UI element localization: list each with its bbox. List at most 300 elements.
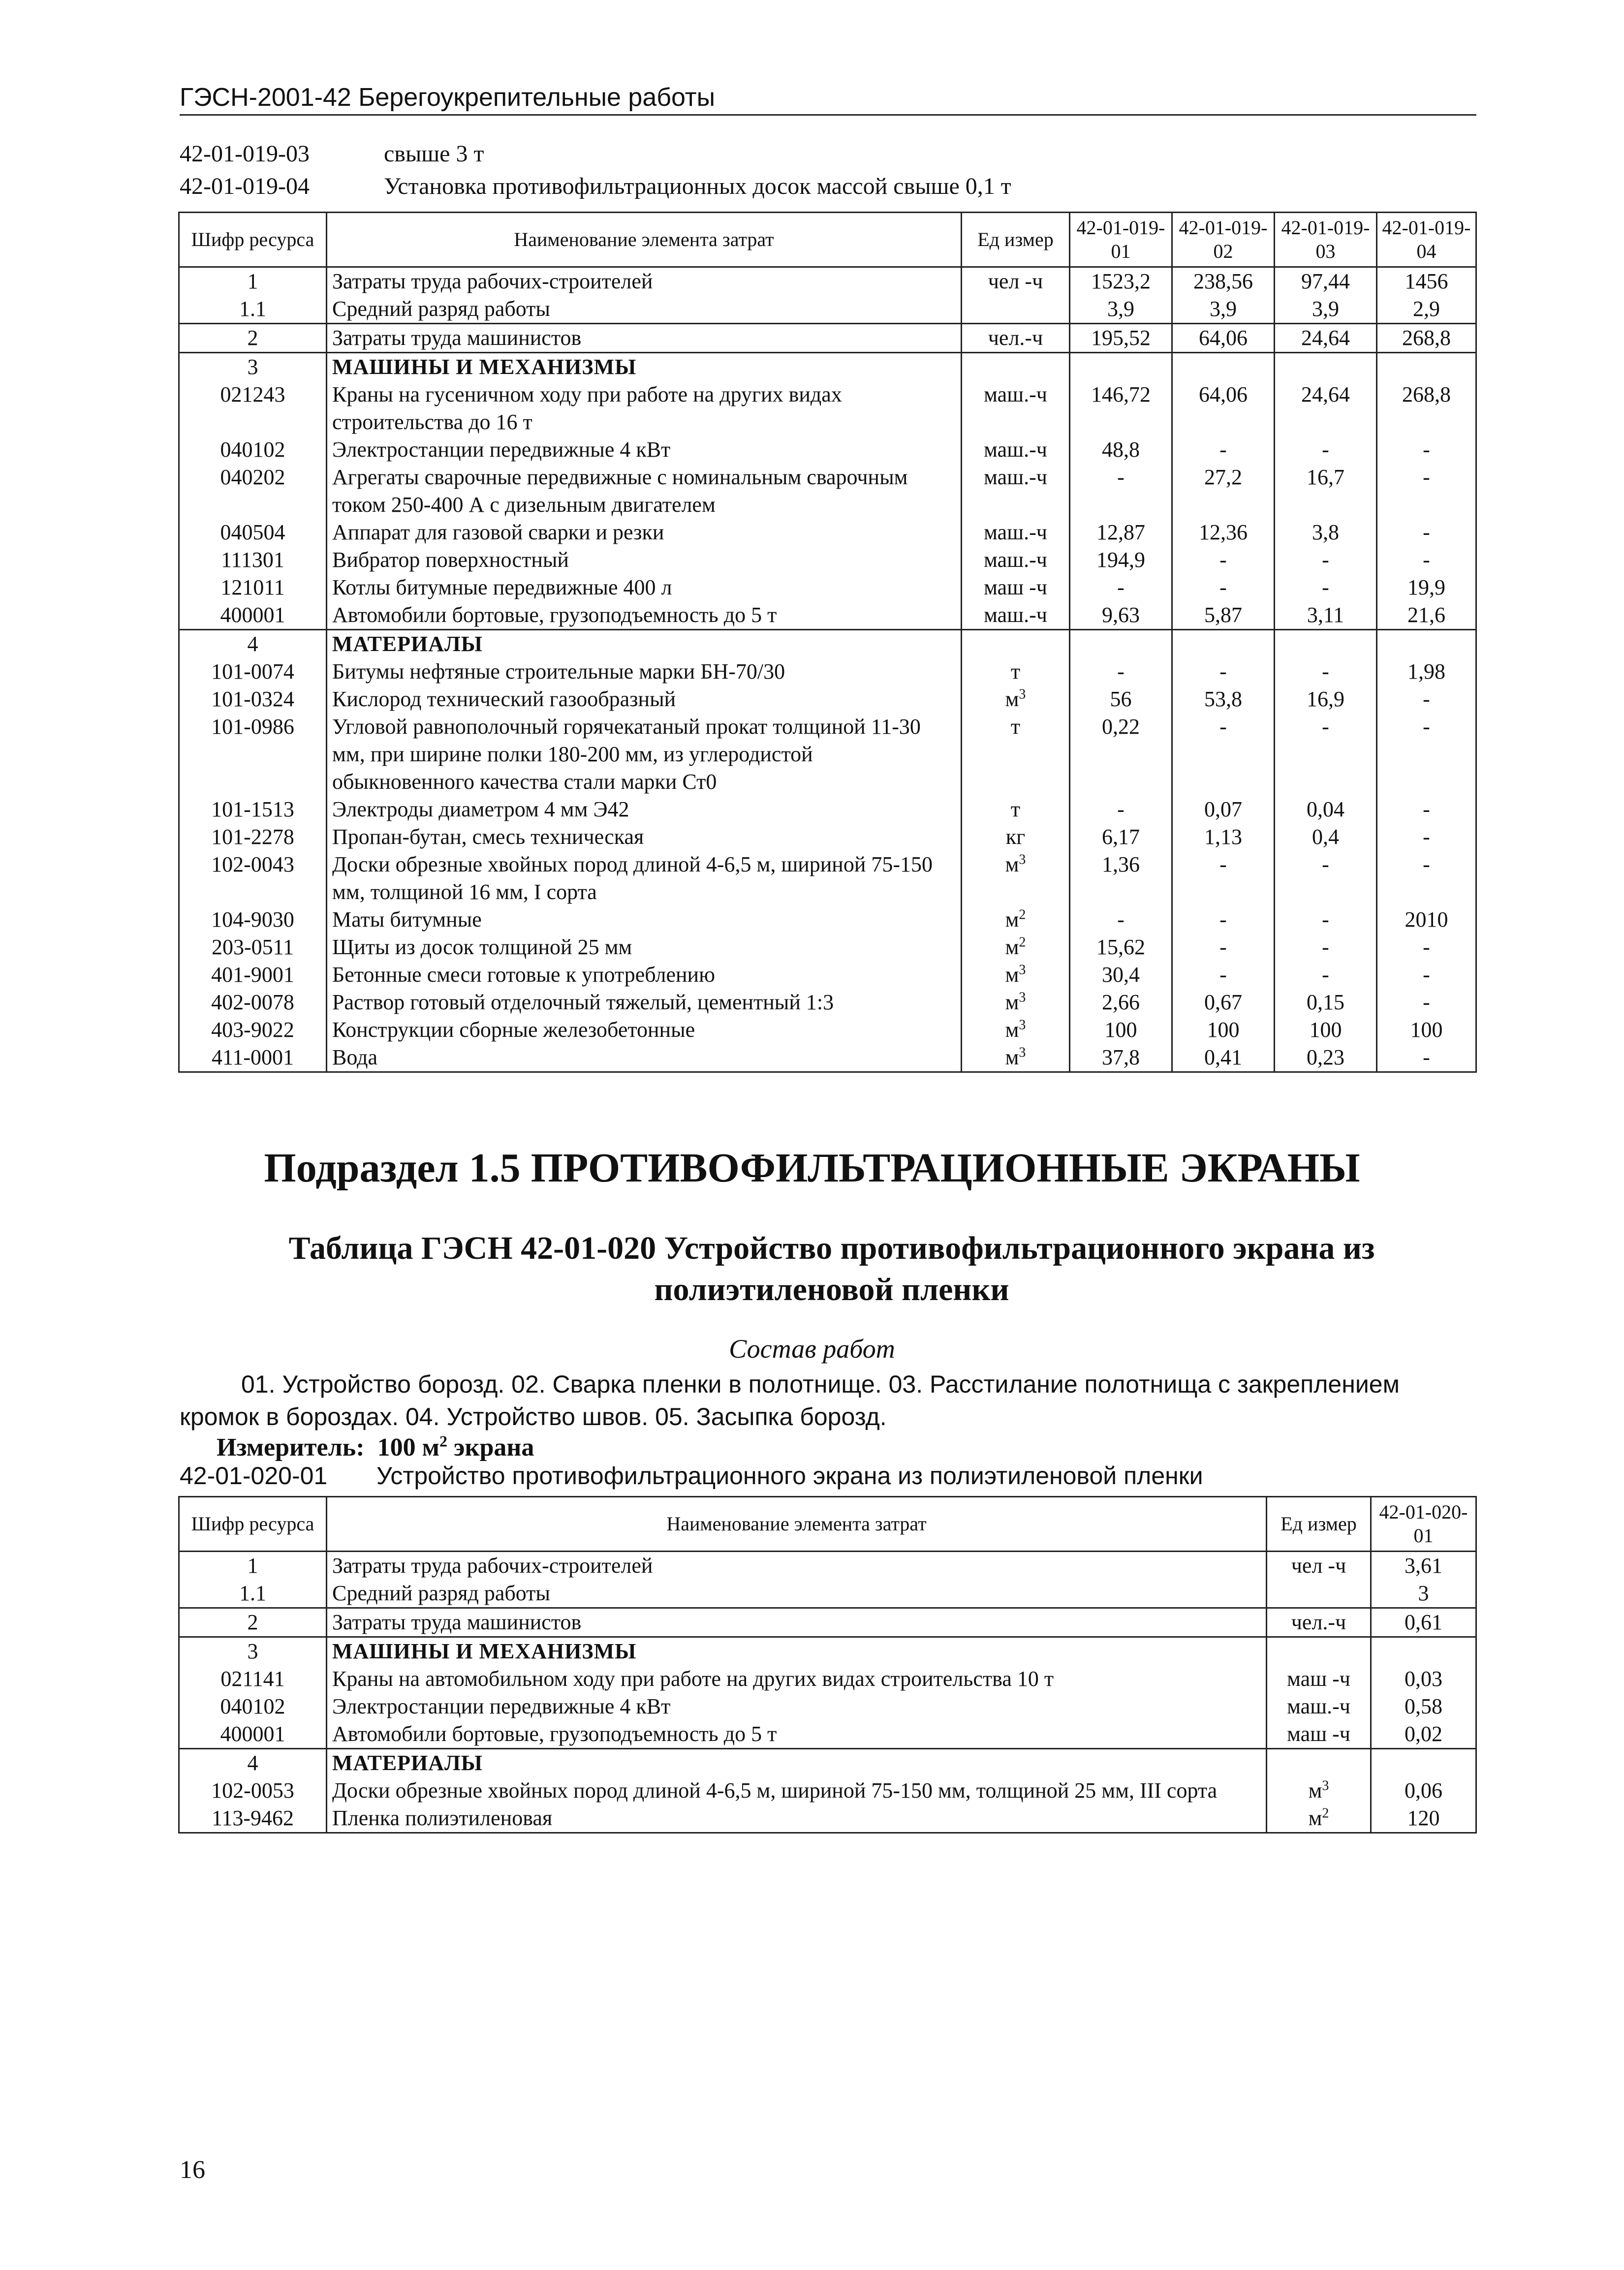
resource-value: 0,04 xyxy=(1275,796,1377,823)
resource-name: Затраты труда машинистов xyxy=(327,324,962,353)
resource-unit xyxy=(962,989,1070,1016)
resource-name: Угловой равнополочный горячекатаный прокат толщиной 11-30 мм, при ширине полки 180-200 мм, из углеродистой обыкновенного качества стали марки Ст0 xyxy=(327,713,962,796)
resource-value: - xyxy=(1275,546,1377,574)
resource-code: 104-9030 xyxy=(179,906,327,933)
resource-value: - xyxy=(1070,658,1172,685)
resource-code: 2 xyxy=(179,1608,327,1637)
table-row xyxy=(179,1580,1476,1608)
resource-unit xyxy=(962,353,1070,381)
resource-value: 3 xyxy=(1371,1580,1476,1608)
resource-name: Электростанции передвижные 4 кВт xyxy=(327,1693,1267,1720)
resource-code: 1.1 xyxy=(179,1580,327,1608)
unit-exponent: 2 xyxy=(1019,907,1026,923)
table-row xyxy=(179,630,1476,658)
resource-value: - xyxy=(1172,713,1275,796)
table-row xyxy=(179,267,1476,296)
resource-unit xyxy=(962,381,1070,436)
unit-text: м xyxy=(1308,1778,1322,1803)
unit-text: маш -ч xyxy=(984,575,1047,599)
header-col: 42-01-020-01 xyxy=(1371,1497,1476,1552)
resource-value: - xyxy=(1377,546,1476,574)
table-title: Таблица ГЭСН 42-01-020 Устройство противофильтрационного экрана из полиэтиленовой пленки xyxy=(288,1230,1375,1307)
resource-code: 040102 xyxy=(179,1693,327,1720)
resource-value: 194,9 xyxy=(1070,546,1172,574)
resource-value xyxy=(1070,630,1172,658)
resource-value: - xyxy=(1275,713,1377,796)
table-row xyxy=(179,295,1476,324)
header-col: 42-01-019-02 xyxy=(1172,213,1275,267)
work-text: Устройство противофильтрационного экрана из полиэтиленовой пленки xyxy=(376,1462,1203,1490)
table-row xyxy=(179,989,1476,1016)
resource-code: 101-0986 xyxy=(179,713,327,796)
header-name: Наименование элемента затрат xyxy=(327,213,962,267)
resource-name: Раствор готовый отделочный тяжелый, цементный 1:3 xyxy=(327,989,962,1016)
unit-exponent: 3 xyxy=(1019,990,1026,1005)
resource-unit xyxy=(962,851,1070,906)
resource-value: 37,8 xyxy=(1070,1044,1172,1072)
unit-exponent: 3 xyxy=(1019,962,1026,978)
resource-value: - xyxy=(1275,851,1377,906)
table-row xyxy=(179,1720,1476,1749)
resource-code: 1.1 xyxy=(179,295,327,324)
resource-value: - xyxy=(1172,574,1275,601)
resource-value: - xyxy=(1275,906,1377,933)
resource-value: 268,8 xyxy=(1377,381,1476,436)
resource-value: - xyxy=(1172,851,1275,906)
table-row xyxy=(179,519,1476,546)
table-row xyxy=(179,933,1476,961)
resource-unit xyxy=(962,464,1070,519)
unit-text: т xyxy=(1010,715,1021,739)
resource-value: - xyxy=(1275,658,1377,685)
resource-name: Пропан-бутан, смесь техническая xyxy=(327,823,962,851)
resource-value: 97,44 xyxy=(1275,267,1377,296)
resource-code: 2 xyxy=(179,324,327,353)
resource-name: Конструкции сборные железобетонные xyxy=(327,1016,962,1044)
resource-value: 53,8 xyxy=(1172,685,1275,713)
resource-value: - xyxy=(1377,519,1476,546)
table-row xyxy=(179,601,1476,630)
unit-exponent: 3 xyxy=(1019,1017,1026,1033)
resource-value xyxy=(1377,353,1476,381)
resource-value: - xyxy=(1172,436,1275,464)
resource-value: - xyxy=(1172,546,1275,574)
resource-value: 268,8 xyxy=(1377,324,1476,353)
resource-unit xyxy=(962,601,1070,630)
resource-code: 101-1513 xyxy=(179,796,327,823)
header-unit: Ед измер xyxy=(962,213,1070,267)
resource-unit xyxy=(1267,1693,1371,1720)
resource-code: 113-9462 xyxy=(179,1804,327,1833)
unit-text: м xyxy=(1308,1806,1322,1830)
resource-value: 24,64 xyxy=(1275,324,1377,353)
resource-value: 24,64 xyxy=(1275,381,1377,436)
unit-text: м xyxy=(1005,935,1019,959)
resource-code: 101-2278 xyxy=(179,823,327,851)
table-row xyxy=(179,1665,1476,1693)
resource-value: - xyxy=(1377,796,1476,823)
resource-name: Затраты труда рабочих-строителей xyxy=(327,1552,1267,1580)
resource-value: - xyxy=(1377,713,1476,796)
resource-name: МАТЕРИАЛЫ xyxy=(327,1749,1267,1777)
resource-value xyxy=(1172,630,1275,658)
resource-value: - xyxy=(1070,464,1172,519)
unit-exponent: 3 xyxy=(1322,1778,1329,1794)
resource-value: 2010 xyxy=(1377,906,1476,933)
resource-code: 3 xyxy=(179,353,327,381)
table-row xyxy=(179,1637,1476,1666)
resource-value: 100 xyxy=(1377,1016,1476,1044)
page-number: 16 xyxy=(180,2156,205,2184)
resource-unit xyxy=(962,546,1070,574)
table-row xyxy=(179,823,1476,851)
resource-name: МАТЕРИАЛЫ xyxy=(327,630,962,658)
resource-value: - xyxy=(1377,961,1476,989)
table-row xyxy=(179,1749,1476,1777)
resource-value: 12,36 xyxy=(1172,519,1275,546)
resource-unit xyxy=(1267,1608,1371,1637)
resource-code: 403-9022 xyxy=(179,1016,327,1044)
resource-value xyxy=(1172,353,1275,381)
table-body xyxy=(179,1552,1476,1833)
table-body xyxy=(179,267,1476,1072)
resource-code: 101-0324 xyxy=(179,685,327,713)
table-row xyxy=(179,796,1476,823)
resource-code: 3 xyxy=(179,1637,327,1666)
table-row xyxy=(179,1044,1476,1072)
resource-name: Доски обрезные хвойных пород длиной 4-6,5 м, шириной 75-150 мм, толщиной 25 мм, III сорта xyxy=(327,1777,1267,1804)
header-col: 42-01-019-04 xyxy=(1377,213,1476,267)
unit-text: т xyxy=(1010,659,1021,684)
resource-value: 30,4 xyxy=(1070,961,1172,989)
resource-table-019 xyxy=(178,212,1477,1073)
unit-text: м xyxy=(1005,990,1019,1014)
resource-name: Аппарат для газовой сварки и резки xyxy=(327,519,962,546)
resource-unit xyxy=(962,574,1070,601)
resource-value: 2,66 xyxy=(1070,989,1172,1016)
unit-text: маш.-ч xyxy=(984,382,1047,406)
resource-name: МАШИНЫ И МЕХАНИЗМЫ xyxy=(327,353,962,381)
unit-text: маш.-ч xyxy=(984,603,1047,627)
resource-unit xyxy=(962,685,1070,713)
resource-value: 0,22 xyxy=(1070,713,1172,796)
resource-name: Доски обрезные хвойных пород длиной 4-6,5 м, шириной 75-150 мм, толщиной 16 мм, I сорта xyxy=(327,851,962,906)
table-row xyxy=(179,658,1476,685)
resource-value: - xyxy=(1377,989,1476,1016)
resource-value: - xyxy=(1070,796,1172,823)
work-code: 42-01-020-01 xyxy=(180,1462,328,1490)
resource-unit xyxy=(962,796,1070,823)
resource-unit xyxy=(962,267,1070,296)
resource-code: 400001 xyxy=(179,1720,327,1749)
header-code: Шифр ресурса xyxy=(179,213,327,267)
header-code: Шифр ресурса xyxy=(179,1497,327,1552)
resource-value: 15,62 xyxy=(1070,933,1172,961)
resource-value: - xyxy=(1377,1044,1476,1072)
resource-value xyxy=(1371,1749,1476,1777)
resource-value: 1,13 xyxy=(1172,823,1275,851)
resource-value: 1,36 xyxy=(1070,851,1172,906)
resource-unit xyxy=(962,630,1070,658)
resource-name: Бетонные смеси готовые к употреблению xyxy=(327,961,962,989)
resource-name: Затраты труда рабочих-строителей xyxy=(327,267,962,296)
resource-value: 3,9 xyxy=(1070,295,1172,324)
resource-value xyxy=(1275,630,1377,658)
resource-unit xyxy=(1267,1777,1371,1804)
resource-name: Котлы битумные передвижные 400 л xyxy=(327,574,962,601)
resource-code: 1 xyxy=(179,1552,327,1580)
table-row xyxy=(179,1804,1476,1833)
resource-table-020 xyxy=(178,1496,1477,1834)
resource-name: Битумы нефтяные строительные марки БН-70/30 xyxy=(327,658,962,685)
table-row xyxy=(179,685,1476,713)
resource-name: Вода xyxy=(327,1044,962,1072)
resource-unit xyxy=(962,519,1070,546)
resource-code: 400001 xyxy=(179,601,327,630)
meter-sup: 2 xyxy=(439,1432,448,1450)
resource-code: 111301 xyxy=(179,546,327,574)
resource-value: 3,61 xyxy=(1371,1552,1476,1580)
resource-value: 3,9 xyxy=(1275,295,1377,324)
resource-code: 402-0078 xyxy=(179,989,327,1016)
resource-value: 0,4 xyxy=(1275,823,1377,851)
table-row xyxy=(179,906,1476,933)
header-col: 42-01-019-01 xyxy=(1070,213,1172,267)
resource-value: - xyxy=(1172,933,1275,961)
unit-exponent: 3 xyxy=(1019,1045,1026,1060)
resource-name: Щиты из досок толщиной 25 мм xyxy=(327,933,962,961)
resource-value: 48,8 xyxy=(1070,436,1172,464)
resource-unit xyxy=(1267,1720,1371,1749)
resource-unit xyxy=(962,961,1070,989)
unit-text: м xyxy=(1005,907,1019,932)
table-row xyxy=(179,1777,1476,1804)
resource-unit xyxy=(962,823,1070,851)
resource-value: 100 xyxy=(1070,1016,1172,1044)
resource-value: 0,15 xyxy=(1275,989,1377,1016)
resource-value: 0,67 xyxy=(1172,989,1275,1016)
resource-value: - xyxy=(1275,574,1377,601)
unit-text: м xyxy=(1005,1018,1019,1042)
resource-value: 1,98 xyxy=(1377,658,1476,685)
resource-value xyxy=(1371,1637,1476,1666)
subsection-title: Подраздел 1.5 ПРОТИВОФИЛЬТРАЦИОННЫЕ ЭКРАНЫ xyxy=(264,1145,1360,1191)
resource-name: Кислород технический газообразный xyxy=(327,685,962,713)
resource-unit xyxy=(1267,1749,1371,1777)
resource-value: - xyxy=(1377,685,1476,713)
resource-value: 0,06 xyxy=(1371,1777,1476,1804)
resource-value: 0,02 xyxy=(1371,1720,1476,1749)
unit-text: чел.-ч xyxy=(988,326,1043,350)
resource-name: Электростанции передвижные 4 кВт xyxy=(327,436,962,464)
resource-code: 040202 xyxy=(179,464,327,519)
unit-exponent: 3 xyxy=(1019,686,1026,702)
header-unit: Ед измер xyxy=(1267,1497,1371,1552)
table-row xyxy=(179,1608,1476,1637)
resource-value: 12,87 xyxy=(1070,519,1172,546)
resource-value: - xyxy=(1070,906,1172,933)
resource-unit xyxy=(962,324,1070,353)
resource-value: 16,9 xyxy=(1275,685,1377,713)
unit-text: м xyxy=(1005,687,1019,711)
unit-text: маш -ч xyxy=(1287,1667,1350,1691)
resource-value: - xyxy=(1275,961,1377,989)
table-row xyxy=(179,436,1476,464)
resource-unit xyxy=(1267,1580,1371,1608)
table-row xyxy=(179,961,1476,989)
table-row xyxy=(179,851,1476,906)
unit-text: чел.-ч xyxy=(1291,1610,1346,1634)
resource-value: - xyxy=(1377,851,1476,906)
resource-value: 5,87 xyxy=(1172,601,1275,630)
resource-value: 1456 xyxy=(1377,267,1476,296)
resource-code: 040102 xyxy=(179,436,327,464)
resource-code: 102-0053 xyxy=(179,1777,327,1804)
unit-exponent: 2 xyxy=(1019,934,1026,950)
resource-unit xyxy=(1267,1637,1371,1666)
resource-value: 100 xyxy=(1172,1016,1275,1044)
resource-unit xyxy=(1267,1552,1371,1580)
table-row xyxy=(179,1552,1476,1580)
resource-name: Средний разряд работы xyxy=(327,295,962,324)
table-row xyxy=(179,324,1476,353)
resource-value: - xyxy=(1172,906,1275,933)
resource-name: Автомобили бортовые, грузоподъемность до 5 т xyxy=(327,601,962,630)
resource-name: Пленка полиэтиленовая xyxy=(327,1804,1267,1833)
resource-code: 401-9001 xyxy=(179,961,327,989)
resource-unit xyxy=(962,1016,1070,1044)
unit-text: м xyxy=(1005,852,1019,876)
table-row xyxy=(179,713,1476,796)
resource-value: 120 xyxy=(1371,1804,1476,1833)
resource-value: - xyxy=(1377,464,1476,519)
table-row xyxy=(179,1693,1476,1720)
unit-exponent: 2 xyxy=(1322,1805,1329,1821)
resource-value: 195,52 xyxy=(1070,324,1172,353)
resource-code: 021243 xyxy=(179,381,327,436)
intro-text: Установка противофильтрационных досок массой свыше 0,1 т xyxy=(384,173,1011,199)
intro-codes xyxy=(180,138,1011,203)
resource-unit xyxy=(1267,1804,1371,1833)
resource-value: - xyxy=(1275,436,1377,464)
resource-code: 121011 xyxy=(179,574,327,601)
composition-text: 01. Устройство борозд. 02. Сварка пленки в полотнище. 03. Расстилание полотнища с закреплением кромок в бороздах. 04. Устройство швов. 05. Засыпка борозд. xyxy=(180,1370,1400,1430)
resource-value: - xyxy=(1172,961,1275,989)
meter-value: 100 м xyxy=(377,1433,440,1462)
composition-title: Состав работ xyxy=(729,1334,895,1364)
resource-unit xyxy=(1267,1665,1371,1693)
table-row xyxy=(179,464,1476,519)
resource-unit xyxy=(962,906,1070,933)
resource-value: - xyxy=(1377,823,1476,851)
table-row xyxy=(179,381,1476,436)
table-row xyxy=(179,546,1476,574)
resource-code: 4 xyxy=(179,630,327,658)
unit-text: кг xyxy=(1005,825,1026,849)
unit-exponent: 3 xyxy=(1019,852,1026,868)
resource-value xyxy=(1275,353,1377,381)
resource-value: 146,72 xyxy=(1070,381,1172,436)
unit-text: маш.-ч xyxy=(984,548,1047,572)
resource-value: 0,07 xyxy=(1172,796,1275,823)
resource-code: 411-0001 xyxy=(179,1044,327,1072)
resource-value: 9,63 xyxy=(1070,601,1172,630)
resource-name: Краны на гусеничном ходу при работе на других видах строительства до 16 т xyxy=(327,381,962,436)
resource-name: Средний разряд работы xyxy=(327,1580,1267,1608)
resource-name: Маты битумные xyxy=(327,906,962,933)
resource-value xyxy=(1377,630,1476,658)
resource-value: - xyxy=(1172,658,1275,685)
header-name: Наименование элемента затрат xyxy=(327,1497,1267,1552)
resource-value: 19,9 xyxy=(1377,574,1476,601)
unit-text: маш.-ч xyxy=(984,465,1047,489)
unit-text: маш -ч xyxy=(1287,1722,1350,1746)
unit-text: маш.-ч xyxy=(984,437,1047,462)
resource-value: 0,03 xyxy=(1371,1665,1476,1693)
resource-name: Краны на автомобильном ходу при работе на других видах строительства 10 т xyxy=(327,1665,1267,1693)
unit-text: т xyxy=(1010,797,1021,821)
resource-unit xyxy=(962,295,1070,324)
resource-value: 56 xyxy=(1070,685,1172,713)
meter-suffix: экрана xyxy=(454,1433,534,1462)
work-code-line xyxy=(180,1462,1203,1490)
resource-value: 64,06 xyxy=(1172,324,1275,353)
resource-value: 2,9 xyxy=(1377,295,1476,324)
resource-value: 0,58 xyxy=(1371,1693,1476,1720)
resource-value: 0,23 xyxy=(1275,1044,1377,1072)
intro-code: 42-01-019-04 xyxy=(180,173,310,199)
resource-value: - xyxy=(1377,436,1476,464)
resource-name: Электроды диаметром 4 мм Э42 xyxy=(327,796,962,823)
resource-unit xyxy=(962,933,1070,961)
intro-code: 42-01-019-03 xyxy=(180,141,310,167)
page-header: ГЭСН-2001-42 Берегоукрепительные работы xyxy=(180,83,1476,116)
resource-value xyxy=(1070,353,1172,381)
resource-value: 100 xyxy=(1275,1016,1377,1044)
resource-code: 101-0074 xyxy=(179,658,327,685)
resource-unit xyxy=(962,658,1070,685)
resource-value: 27,2 xyxy=(1172,464,1275,519)
resource-name: Затраты труда машинистов xyxy=(327,1608,1267,1637)
resource-unit xyxy=(962,713,1070,796)
resource-name: Агрегаты сварочные передвижные с номинальным сварочным током 250-400 А с дизельным двигателем xyxy=(327,464,962,519)
resource-value: - xyxy=(1070,574,1172,601)
header-col: 42-01-019-03 xyxy=(1275,213,1377,267)
unit-text: маш.-ч xyxy=(1287,1694,1350,1718)
resource-value: 1523,2 xyxy=(1070,267,1172,296)
meter xyxy=(217,1433,534,1462)
resource-value: 3,11 xyxy=(1275,601,1377,630)
intro-line xyxy=(180,170,1011,203)
table-row xyxy=(179,353,1476,381)
resource-value: 6,17 xyxy=(1070,823,1172,851)
resource-code: 203-0511 xyxy=(179,933,327,961)
resource-value: 3,8 xyxy=(1275,519,1377,546)
resource-value: 64,06 xyxy=(1172,381,1275,436)
resource-unit xyxy=(962,436,1070,464)
resource-value: 16,7 xyxy=(1275,464,1377,519)
resource-code: 102-0043 xyxy=(179,851,327,906)
intro-text: свыше 3 т xyxy=(384,141,484,167)
meter-label: Измеритель: xyxy=(217,1433,365,1462)
unit-text: м xyxy=(1005,1045,1019,1069)
resource-unit xyxy=(962,1044,1070,1072)
resource-name: МАШИНЫ И МЕХАНИЗМЫ xyxy=(327,1637,1267,1666)
resource-code: 021141 xyxy=(179,1665,327,1693)
resource-code: 1 xyxy=(179,267,327,296)
resource-value: 0,61 xyxy=(1371,1608,1476,1637)
intro-line xyxy=(180,138,1011,170)
